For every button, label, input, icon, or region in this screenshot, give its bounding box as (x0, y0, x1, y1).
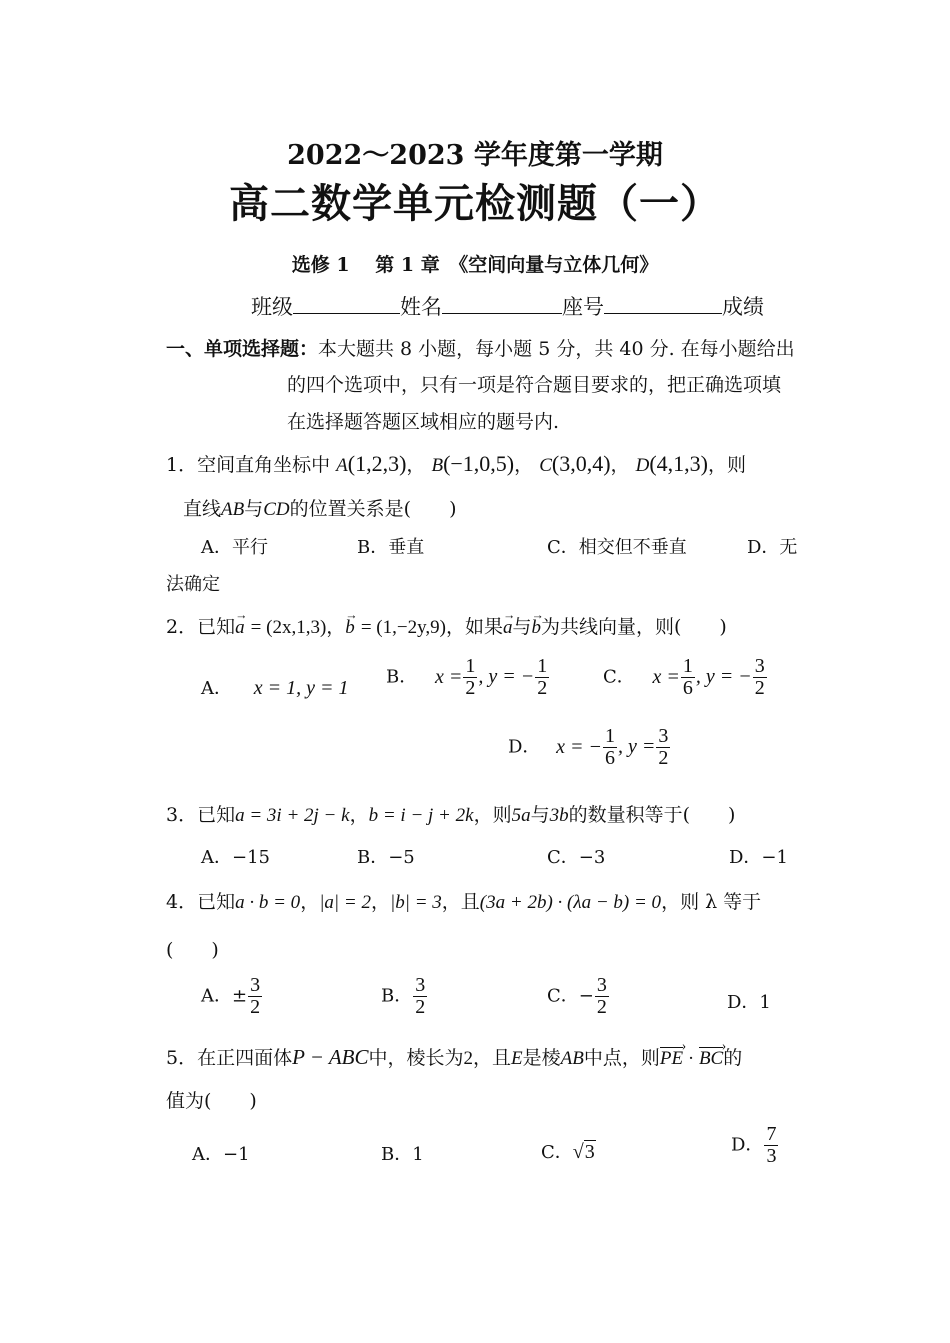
q2-option-d[interactable] (508, 726, 671, 769)
q2-option-a-label: A． (201, 678, 232, 699)
q2-option-b[interactable] (386, 656, 550, 699)
q5-prefix: 在正四面体 (197, 1047, 293, 1069)
section-line-1: 本大题共 8 小题，每小题 5 分，共 40 分. 在每小题给出 (318, 338, 795, 360)
q3-and: 与 (530, 804, 550, 826)
q2-option-c-label: C． (603, 666, 635, 688)
q5-mid3: 是棱 (522, 1047, 561, 1069)
section-line-2: 的四个选项中，只有一项是符合题目要求的，把正确选项填 (287, 374, 782, 396)
name-field[interactable] (442, 295, 562, 314)
q5-option-a[interactable]: A．−1 (192, 1144, 250, 1165)
info-fields (251, 291, 764, 321)
q2-b-y-num: 1 (537, 655, 548, 677)
q5-option-c-label: C． (541, 1142, 573, 1163)
section-line-3: 在选择题答题区域相应的题号内. (287, 411, 560, 433)
q2-and: 与 (512, 616, 532, 638)
q5-option-c[interactable] (541, 1138, 596, 1164)
section-title: 一、单项选择题： (166, 338, 319, 360)
q2-option-c[interactable] (603, 656, 768, 699)
q4-tail: ，则 λ 等于 (661, 891, 762, 913)
q5-option-b[interactable]: B．1 (381, 1144, 424, 1165)
q4-b-den: 2 (415, 996, 426, 1018)
q4-option-d[interactable]: D．1 (727, 992, 771, 1013)
q5-tetrahedron: P − ABC (292, 1045, 369, 1069)
exam-subtitle: 选修 1 第 1 章 《空间向量与立体几何》 (291, 254, 659, 276)
q1-option-d[interactable]: D．无 (747, 537, 798, 558)
q3-option-c[interactable]: C．−3 (547, 847, 606, 868)
q5-mid4: 中点，则 (583, 1047, 660, 1069)
q2-option-d-x-frac (603, 726, 617, 769)
q1-point-a-label: A (336, 455, 348, 476)
question-5: 5．在正四面体P − ABC中，棱长为2，且E是棱AB中点，则PE › · BC ›的 (166, 1043, 742, 1070)
q4-option-b[interactable] (381, 975, 428, 1018)
q1-suffix: ，则 (707, 454, 746, 476)
q2-d-y-den: 2 (658, 747, 669, 769)
q5-line-2: 值为( ) (166, 1090, 257, 1112)
q2-d-x-den: 6 (605, 747, 616, 769)
q5-vector-bc: BC › (699, 1047, 723, 1070)
q2-vector-b-ref: → b (531, 617, 541, 639)
q3-option-a[interactable]: A．−15 (201, 847, 270, 868)
q4-known: 已知 (197, 891, 236, 913)
q3-mid: ，则 (473, 804, 512, 826)
q4-option-a-label: A．± (201, 985, 248, 1007)
class-label: 班级 (251, 295, 293, 319)
q2-option-a[interactable] (201, 674, 348, 700)
q1-line-ab: AB (221, 499, 245, 520)
q2-option-c-x-frac (681, 656, 695, 699)
q1-text: 空间直角坐标中 (197, 454, 331, 476)
question-1-line-2 (183, 494, 456, 521)
q4-c-den: 2 (596, 996, 607, 1018)
q2-option-d-y-frac (656, 726, 670, 769)
q2-option-b-label: B． (386, 666, 418, 688)
q1-line2-pre: 直线 (183, 498, 222, 520)
q1-point-d-label: D (635, 455, 650, 476)
q3-option-d[interactable]: D．−1 (729, 847, 788, 868)
q1-line-cd: CD (263, 499, 290, 520)
seat-field[interactable] (604, 295, 722, 314)
q1-point-a: (1,2,3) (347, 451, 407, 476)
q1-point-c: (3,0,4) (551, 451, 611, 476)
score-label: 成绩 (722, 295, 764, 319)
q2-option-b-x-frac (463, 656, 477, 699)
q1-point-b: (−1,0,5) (443, 451, 515, 476)
q4-c-num: 3 (596, 974, 607, 996)
q4-a-den: 2 (250, 996, 261, 1018)
q4-option-c-label: C．− (547, 985, 594, 1007)
q4-a-num: 3 (250, 974, 261, 996)
q2-tail: 为共线向量，则( ) (540, 616, 727, 638)
q5-number: 5． (166, 1047, 198, 1069)
q2-vector-a-ref: → a (503, 617, 513, 639)
q4-option-b-frac (413, 975, 427, 1018)
q1-point-c-label: C (539, 455, 552, 476)
q2-b-x-den: 2 (465, 677, 476, 699)
q4-norm-b: |b| = 3 (390, 892, 442, 913)
q2-known: 已知 (197, 616, 236, 638)
question-3: 3．已知a = 3i + 2j − k，b = i − j + 2k，则5a与3b的数量积等于( ) (166, 804, 736, 826)
question-2: 2．已知→ a = (2x,1,3)，→ b = (1,−2y,9)，如果→ a与→ b为共线向量，则( ) (166, 612, 727, 639)
q1-option-c[interactable]: C．相交但不垂直 (547, 537, 687, 558)
q5-mid1: 中，棱长为 (368, 1047, 464, 1069)
q2-vector-a: → a (235, 617, 245, 639)
q4-dot-product: a · b = 0 (235, 892, 301, 913)
q2-d-x-num: 1 (605, 725, 616, 747)
q3-number: 3． (166, 804, 198, 826)
q1-option-b[interactable]: B．垂直 (357, 537, 425, 558)
q3-tail: 的数量积等于( ) (568, 804, 736, 826)
q3-known: 已知 (197, 804, 236, 826)
q2-c-y-num: 3 (754, 655, 765, 677)
q4-and: ，且 (441, 891, 480, 913)
class-field[interactable] (293, 295, 400, 314)
q1-option-a[interactable]: A．平行 (201, 537, 268, 558)
q2-d-y-num: 3 (658, 725, 669, 747)
name-label: 姓名 (400, 295, 442, 319)
q3-vector-b-expr: b = i − j + 2k (368, 805, 474, 826)
q2-c-y-den: 2 (754, 677, 765, 699)
q5-option-d[interactable] (731, 1124, 779, 1167)
q2-option-c-x: x = (652, 665, 680, 688)
q2-option-c-y: , y = − (695, 665, 752, 688)
q5-edge-ab: AB (560, 1048, 584, 1069)
q4-option-c-frac (595, 975, 609, 1018)
q2-option-b-x: x = (434, 665, 463, 688)
q1-and: 与 (244, 498, 264, 520)
q5-mid2: ，且 (473, 1047, 512, 1069)
question-1: 1．空间直角坐标中 A(1,2,3)， B(−1,0,5)， C(3,0,4)， D(4,1,3)，则 (166, 451, 746, 476)
seat-label: 座号 (562, 295, 604, 319)
q1-point-d: (4,1,3) (649, 451, 708, 476)
exam-title: 高二数学单元检测题（一） (229, 180, 721, 227)
q1-number: 1． (166, 454, 198, 476)
q2-c-x-num: 1 (682, 655, 693, 677)
q2-option-b-y-frac (535, 656, 549, 699)
q5-option-c-sqrt: √3 (572, 1141, 595, 1163)
q2-option-d-y: , y = (618, 735, 656, 758)
q2-vector-a-value: = (2x,1,3) (250, 617, 327, 638)
q4-b-num: 3 (415, 974, 426, 996)
q5-option-d-frac (764, 1124, 778, 1167)
q3-option-b[interactable]: B．−5 (357, 847, 415, 868)
q4-option-b-label: B． (381, 985, 413, 1007)
q3-3b: 3b (549, 805, 569, 826)
q5-c-radicand: 3 (584, 1141, 595, 1163)
q2-option-d-label: D． (508, 736, 541, 758)
q1-line2-post: 的位置关系是( ) (289, 498, 457, 520)
q2-option-c-y-frac (753, 656, 767, 699)
q2-b-y-den: 2 (537, 677, 548, 699)
exam-term: 2022～2023 学年度第一学期 (287, 140, 663, 171)
question-4: 4．已知a · b = 0，|a| = 2，|b| = 3，且(3a + 2b) · (λa − b) = 0，则 λ 等于 (166, 891, 762, 913)
q4-option-a[interactable] (201, 975, 263, 1018)
q2-option-a-value: x = 1, y = 1 (253, 677, 349, 699)
q3-vector-a-expr: a = 3i + 2j − k (235, 805, 350, 826)
q5-tail: 的 (723, 1047, 743, 1069)
q4-number: 4． (166, 891, 198, 913)
q5-vector-pe: PE › (660, 1047, 683, 1070)
q5-edge-length: 2 (463, 1048, 474, 1069)
q5-point-e: E (511, 1048, 523, 1069)
q1-point-b-label: B (431, 455, 444, 476)
q1-option-d-continued: 法确定 (166, 574, 220, 595)
q2-mid: ，如果 (445, 616, 503, 638)
q4-option-c[interactable] (547, 975, 610, 1018)
q4-option-a-frac (248, 975, 262, 1018)
section-heading (166, 334, 795, 361)
q5-option-d-label: D． (731, 1134, 764, 1156)
q3-5a: 5a (511, 805, 531, 826)
q2-b-x-num: 1 (465, 655, 476, 677)
q4-norm-a: |a| = 2 (319, 892, 371, 913)
q2-vector-b-value: = (1,−2y,9) (360, 617, 446, 638)
q4-expression: (3a + 2b) · (λa − b) = 0 (479, 892, 662, 913)
q5-d-den: 3 (766, 1145, 777, 1167)
q2-option-b-y: , y = − (478, 665, 535, 688)
q2-option-d-x: x = − (556, 735, 603, 758)
q5-d-num: 7 (766, 1123, 777, 1145)
q2-vector-b: → b (345, 617, 355, 639)
q2-number: 2． (166, 616, 198, 638)
q2-c-x-den: 6 (682, 677, 693, 699)
q4-answer-paren: ( ) (166, 939, 219, 961)
